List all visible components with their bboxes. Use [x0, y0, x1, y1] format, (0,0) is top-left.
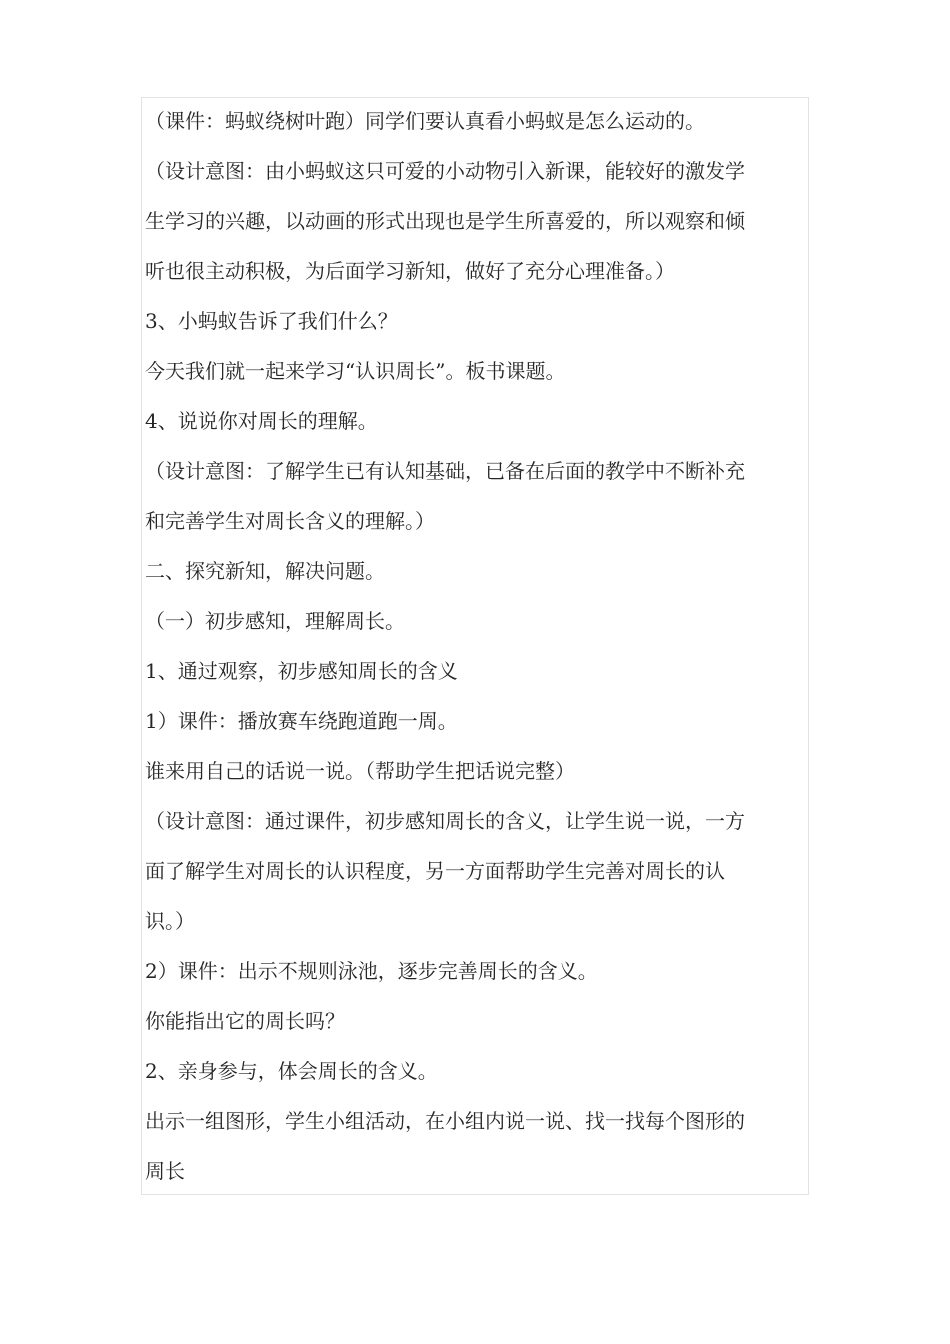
subsection-heading-perceive: （一）初步感知，理解周长。 — [145, 609, 405, 633]
group-activity-line-2: 周长 — [145, 1159, 185, 1183]
item-2-courseware-pool: 2）课件：出示不规则泳池，逐步完善周长的含义。 — [145, 959, 598, 983]
prompt-point-perimeter: 你能指出它的周长吗？ — [145, 1009, 345, 1033]
design-intent-2-line-1: （设计意图：了解学生已有认知基础，已备在后面的教学中不断补充 — [145, 459, 745, 483]
design-intent-line-1: （设计意图：由小蚂蚁这只可爱的小动物引入新课，能较好的激发学 — [145, 159, 745, 183]
group-activity-line-1: 出示一组图形，学生小组活动，在小组内说一说、找一找每个图形的 — [145, 1109, 745, 1133]
prompt-say-it: 谁来用自己的话说一说。（帮助学生把话说完整） — [145, 759, 575, 783]
design-intent-line-2: 生学习的兴趣，以动画的形式出现也是学生所喜爱的，所以观察和倾 — [145, 209, 745, 233]
design-intent-2-line-2: 和完善学生对周长含义的理解。） — [145, 509, 435, 533]
design-intent-3-line-3: 识。） — [145, 909, 195, 933]
step-3-question: 3、小蚂蚁告诉了我们什么？ — [145, 309, 398, 333]
step-4-question: 4、说说你对周长的理解。 — [145, 409, 378, 433]
item-1-courseware-racecar: 1）课件：播放赛车绕跑道跑一周。 — [145, 709, 458, 733]
section-heading-explore: 二、探究新知，解决问题。 — [145, 559, 385, 583]
design-intent-3-line-1: （设计意图：通过课件，初步感知周长的含义，让学生说一说，一方 — [145, 809, 745, 833]
design-intent-line-3: 听也很主动积极，为后面学习新知，做好了充分心理准备。） — [145, 259, 675, 283]
item-1-observe: 1、通过观察，初步感知周长的含义 — [145, 659, 458, 683]
lesson-topic-line: 今天我们就一起来学习“认识周长”。板书课题。 — [145, 359, 566, 383]
item-2-participate: 2、亲身参与，体会周长的含义。 — [145, 1059, 438, 1083]
design-intent-3-line-2: 面了解学生对周长的认识程度，另一方面帮助学生完善对周长的认 — [145, 859, 725, 883]
paragraph-courseware-ant: （课件：蚂蚁绕树叶跑）同学们要认真看小蚂蚁是怎么运动的。 — [145, 109, 705, 133]
